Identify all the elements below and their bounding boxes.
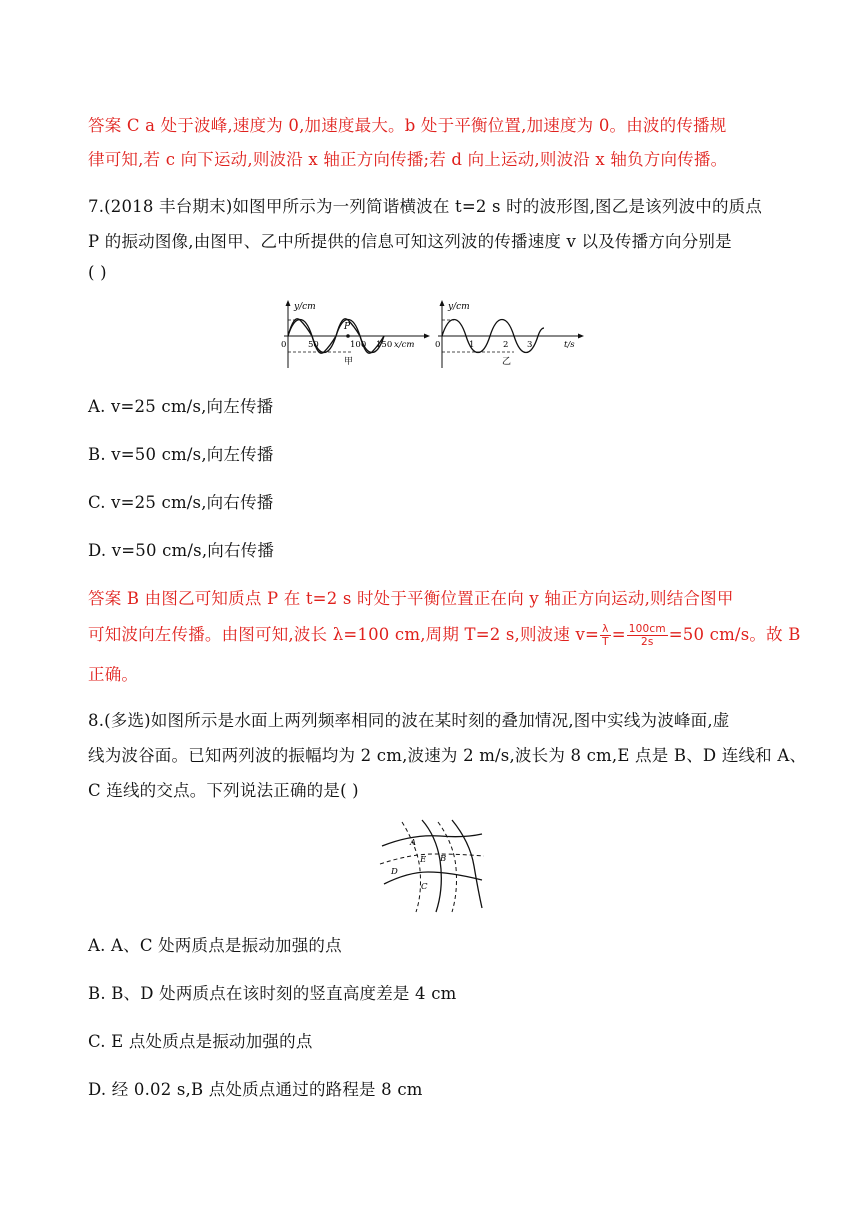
jia-point-p: P xyxy=(344,322,351,332)
q7-answer-line-2 xyxy=(88,621,801,648)
yi-tick-2: 2 xyxy=(503,340,509,350)
frac-denominator: 2s xyxy=(640,636,654,648)
q7-answer-line-1: 答案 B 由图乙可知质点 P 在 t=2 s 时处于平衡位置正在向 y 轴正方向运动,则结合图甲 xyxy=(88,589,734,608)
q8-option-a: A. A、C 处两质点是振动加强的点 xyxy=(88,936,342,955)
frac-denominator: T xyxy=(602,636,609,648)
q7-answer-text-pre: 可知波向左传播。由图可知,波长 λ=100 cm,周期 T=2 s,则波速 v= xyxy=(88,625,600,644)
q8-option-c: C. E 点处质点是振动加强的点 xyxy=(88,1032,313,1051)
q7-answer-text-post: =50 cm/s。故 B xyxy=(668,625,801,644)
label-b: B xyxy=(440,854,447,864)
jia-caption: 甲 xyxy=(344,357,354,367)
jia-tick-150: 150 xyxy=(376,340,393,350)
q8-option-d: D. 经 0.02 s,B 点处质点通过的路程是 8 cm xyxy=(88,1080,423,1099)
q8-stem-line-1: 8.(多选)如图所示是水面上两列频率相同的波在某时刻的叠加情况,图中实线为波峰面,虚 xyxy=(88,711,730,730)
figure-jia xyxy=(281,300,430,368)
yi-ylabel: y/cm xyxy=(448,302,470,312)
q8-figure-interference xyxy=(378,818,490,914)
label-c: C xyxy=(421,882,428,892)
q8-stem-line-3: C 连线的交点。下列说法正确的是( ) xyxy=(88,781,359,800)
q7-answer-line-3: 正确。 xyxy=(88,665,139,684)
q7-option-a: A. v=25 cm/s,向左传播 xyxy=(88,397,274,416)
label-e: E xyxy=(420,855,427,865)
frac-numerator: λ xyxy=(602,623,609,635)
label-d: D xyxy=(391,867,398,877)
yi-tick-0: 0 xyxy=(435,340,441,350)
q7-option-c: C. v=25 cm/s,向右传播 xyxy=(88,493,274,512)
equals-sign: = xyxy=(611,625,626,644)
jia-tick-50: 50 xyxy=(308,340,319,350)
fraction-values xyxy=(627,623,668,648)
yi-xlabel: t/s xyxy=(564,340,575,350)
q8-stem-line-2: 线为波谷面。已知两列波的振幅均为 2 cm,波速为 2 m/s,波长为 8 cm,E 点是 B、D 连线和 A、 xyxy=(88,746,807,765)
q7-stem-line-1: 7.(2018 丰台期末)如图甲所示为一列简谐横波在 t=2 s 时的波形图,图乙是该列波中的质点 xyxy=(88,197,763,216)
q7-stem-line-2: P 的振动图像,由图甲、乙中所提供的信息可知这列波的传播速度 v 以及传播方向分别是 xyxy=(88,232,732,251)
yi-tick-3: 3 xyxy=(527,340,533,350)
jia-xlabel: x/cm xyxy=(394,340,415,350)
q6-answer-line-2: 律可知,若 c 向下运动,则波沿 x 轴正方向传播;若 d 向上运动,则波沿 x 轴负方向传播。 xyxy=(88,150,728,169)
q7-stem-line-3: ( ) xyxy=(88,263,107,282)
q7-option-b: B. v=50 cm/s,向左传播 xyxy=(88,445,274,464)
yi-tick-1: 1 xyxy=(469,340,475,350)
q7-option-d: D. v=50 cm/s,向右传播 xyxy=(88,541,275,560)
frac-numerator: 100cm xyxy=(628,623,666,635)
jia-tick-100: 100 xyxy=(350,340,367,350)
jia-tick-0: 0 xyxy=(281,340,287,350)
jia-ylabel: y/cm xyxy=(294,302,316,312)
q8-option-b: B. B、D 处两质点在该时刻的竖直高度差是 4 cm xyxy=(88,984,457,1003)
figure-yi xyxy=(435,300,584,368)
q6-answer-line-1: 答案 C a 处于波峰,速度为 0,加速度最大。b 处于平衡位置,加速度为 0。由波的传播规 xyxy=(88,116,727,135)
fraction-lambda-over-t xyxy=(600,623,611,648)
yi-caption: 乙 xyxy=(502,357,512,367)
label-a: A xyxy=(410,838,417,848)
q7-figure-wave-graphs xyxy=(276,298,588,370)
